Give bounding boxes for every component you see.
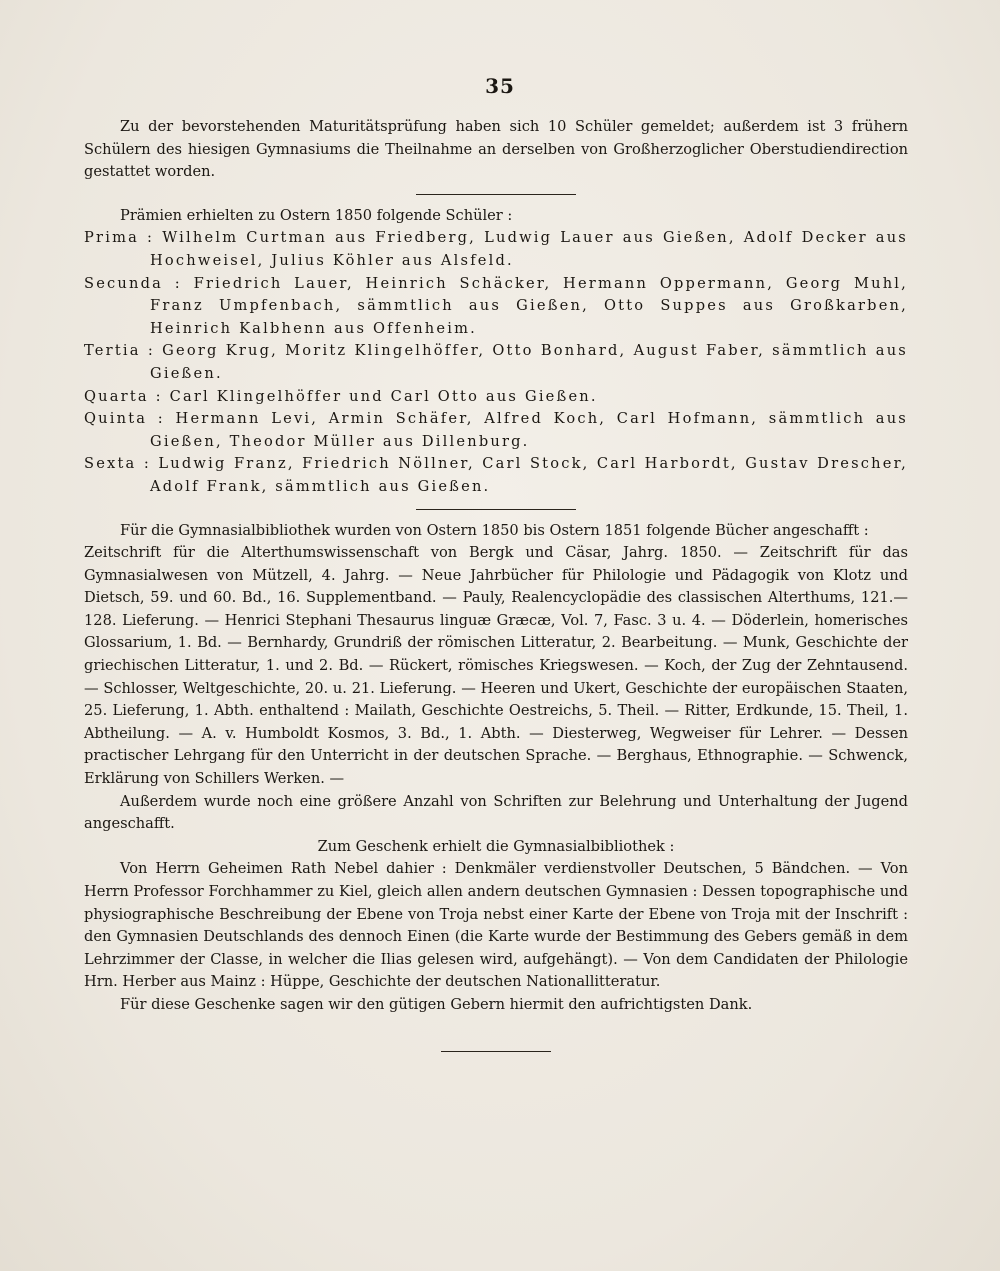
class-label: Quarta : — [84, 387, 163, 405]
class-names: Carl Klingelhöffer und Carl Otto aus Gießen. — [169, 387, 598, 405]
page-body — [84, 116, 908, 1062]
library-acquisitions-heading: Für die Gymnasialbibliothek wurden von Ostern 1850 bis Ostern 1851 folgende Bücher angeschafft : — [120, 521, 869, 539]
class-names: Georg Krug, Moritz Klingelhöffer, Otto Bonhard, August Faber, sämmtlich aus Gießen. — [150, 342, 908, 382]
class-names: Wilhelm Curtman aus Friedberg, Ludwig Lauer aus Gießen, Adolf Decker aus Hochweisel, Julius Köhler aus Alsfeld. — [150, 229, 908, 269]
prize-class-secunda — [84, 273, 908, 341]
library-additional-paragraph: Außerdem wurde noch eine größere Anzahl von Schriften zur Belehrung und Unterhaltung der Jugend angeschafft. — [84, 792, 908, 833]
class-label: Secunda : — [84, 274, 182, 292]
donations-paragraph: Von Herrn Geheimen Rath Nebel dahier : Denkmäler verdienstvoller Deutschen, 5 Bändchen. — Von Herrn Professor Forchhammer zu Kiel, gleich allen andern deutschen Gymnasien : Dessen topographische und physiographische Beschreibung der Ebene von Troja nebst einer Karte der Ebene von Troja mit der Inschrift : den Gymnasien Deutschlands des dennoch Einen (die Karte wurde der Bestimmung des Gebers gemäß in dem Lehrzimmer der Classe, in welcher die Ilias gelesen wird, aufgehängt). — Von dem Candidaten der Philologie Hrn. Herber aus Mainz : Hüppe, Geschichte der deutschen Nationallitteratur. — [84, 860, 908, 991]
prize-class-tertia — [84, 340, 908, 385]
class-label: Quinta : — [84, 410, 165, 428]
class-names: Ludwig Franz, Friedrich Nöllner, Carl Stock, Carl Harbordt, Gustav Drescher, Adolf Frank, sämmtlich aus Gießen. — [150, 455, 908, 495]
class-label: Prima : — [84, 229, 155, 247]
library-acquisitions-list: Zeitschrift für die Alterthumswissenschaft von Bergk und Cäsar, Jahrg. 1850. — Zeitschrift für das Gymnasialwesen von Mützell, 4. Jahrg. — Neue Jahrbücher für Philologie und Pädagogik von Klotz und Dietsch, 59. und 60. Bd., 16. Supplementband. — Pauly, Realencyclopädie des classischen Alterthums, 121.—128. Lieferung. — Henrici Stephani Thesaurus linguæ Græcæ, Vol. 7, Fasc. 3 u. 4. — Döderlein, homerisches Glossarium, 1. Bd. — Bernhardy, Grundriß der römischen Litteratur, 2. Bearbeitung. — Munk, Geschichte der griechischen Litteratur, 1. und 2. Bd. — Rückert, römisches Kriegswesen. — Koch, der Zug der Zehntausend. — Schlosser, Weltgeschichte, 20. u. 21. Lieferung. — Heeren und Ukert, Geschichte der europäischen Staaten, 25. Lieferung, 1. Abth. enthaltend : Mailath, Geschichte Oestreichs, 5. Theil. — Ritter, Erdkunde, 15. Theil, 1. Abtheilung. — A. v. Humboldt Kosmos, 3. Bd., 1. Abth. — Diesterweg, Wegweiser für Lehrer. — Dessen practischer Lehrgang für den Unterricht in der deutschen Sprache. — Berghaus, Ethnographie. — Schwenck, Erklärung von Schillers Werken. — — [84, 544, 908, 788]
class-names: Friedrich Lauer, Heinrich Schäcker, Hermann Oppermann, Georg Muhl, Franz Umpfenbach, sämmtlich aus Gießen, Otto Suppes aus Großkarben, Heinrich Kalbhenn aus Offenheim. — [150, 274, 909, 337]
prizes-heading: Prämien erhielten zu Ostern 1850 folgende Schüler : — [120, 206, 513, 224]
class-names: Hermann Levi, Armin Schäfer, Alfred Koch, Carl Hofmann, sämmtlich aus Gießen, Theodor Müller aus Dillenburg. — [150, 410, 908, 450]
section-divider — [416, 509, 576, 510]
prize-class-quarta — [84, 386, 908, 409]
prize-class-quinta — [84, 408, 908, 453]
section-divider — [416, 194, 576, 195]
maturity-exam-paragraph: Zu der bevorstehenden Maturitätsprüfung haben sich 10 Schüler gemeldet; außerdem ist 3 frühern Schülern des hiesigen Gymnasiums die Theilnahme an derselben von Großherzoglicher Oberstudiendirection gestattet worden. — [84, 118, 908, 181]
prize-class-prima — [84, 227, 908, 272]
prize-class-sexta — [84, 453, 908, 498]
page-number: 35 — [485, 74, 515, 98]
class-label: Sexta : — [84, 455, 151, 473]
class-label: Tertia : — [84, 342, 155, 360]
donations-heading: Zum Geschenk erhielt die Gymnasialbibliothek : — [317, 837, 675, 855]
closing-divider — [441, 1051, 551, 1052]
thanks-paragraph: Für diese Geschenke sagen wir den gütigen Gebern hiermit den aufrichtigsten Dank. — [120, 995, 753, 1013]
